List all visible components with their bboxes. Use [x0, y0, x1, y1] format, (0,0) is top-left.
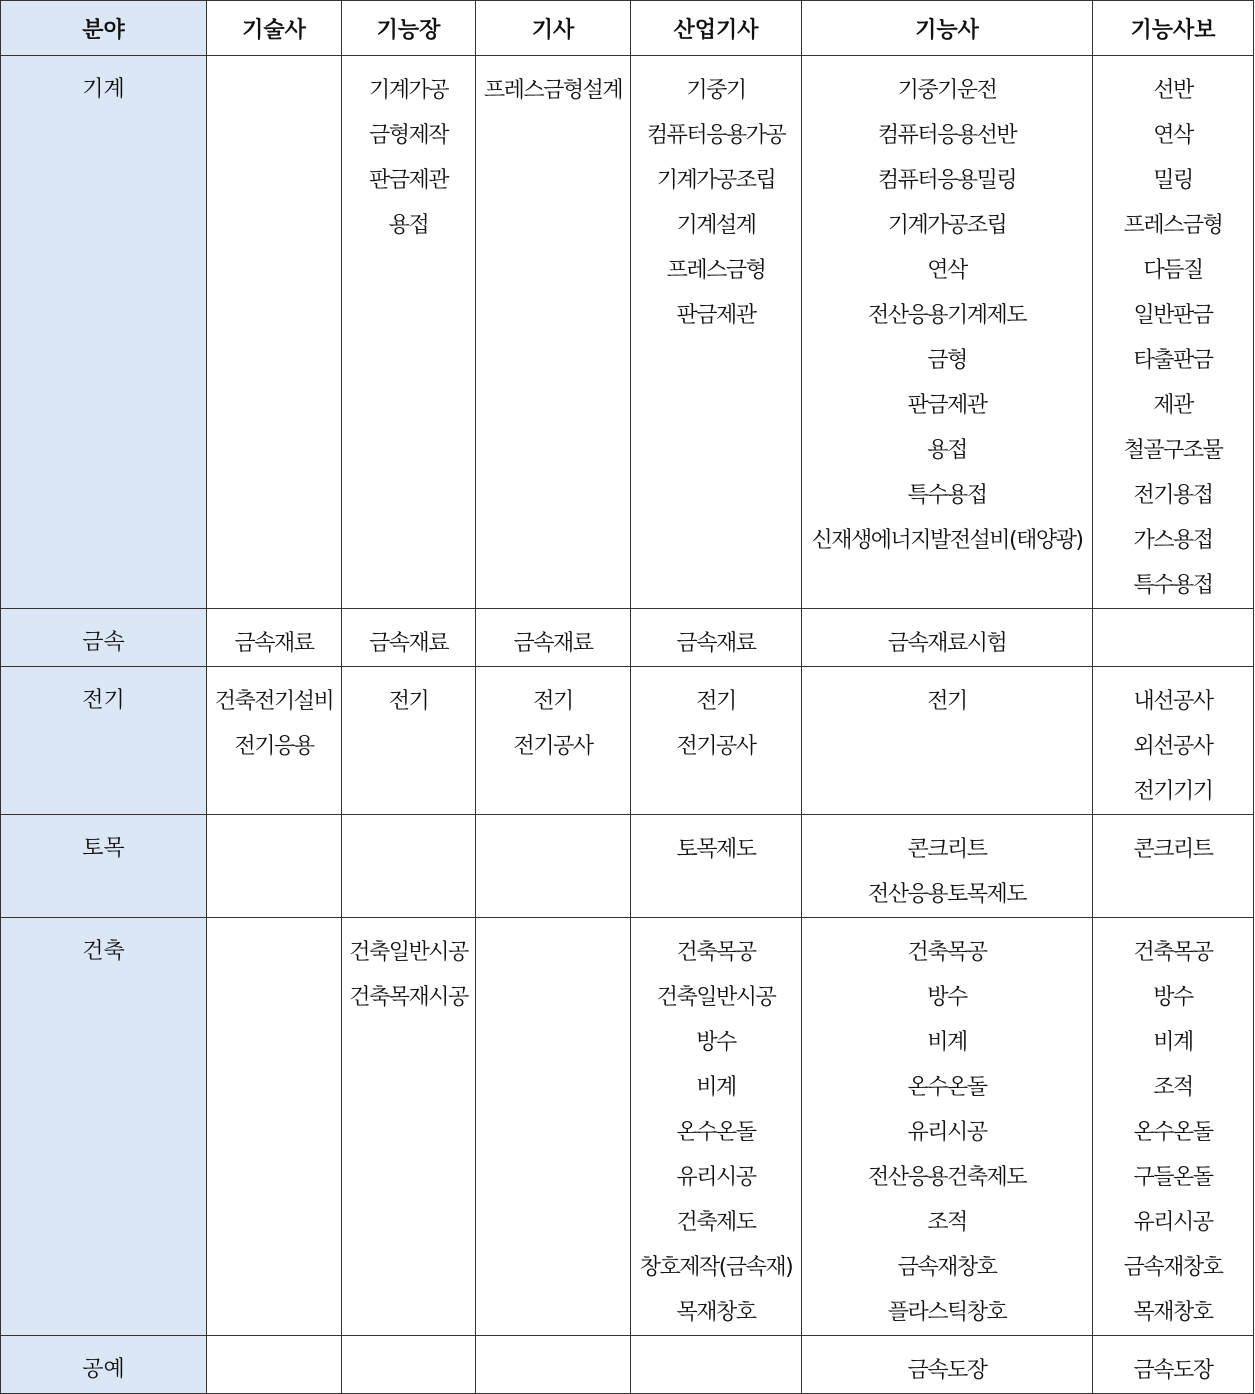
qualification-item: 특수용접 — [907, 483, 987, 508]
table-cell — [207, 815, 342, 918]
qualification-item: 온수온돌 — [1133, 1120, 1213, 1145]
qualification-item: 기계가공조립 — [656, 168, 776, 193]
qualification-item: 전기기기 — [1133, 779, 1213, 804]
field-cell: 건축 — [1, 918, 207, 1336]
qualification-item: 조적 — [927, 1210, 967, 1235]
table-cell — [631, 1336, 802, 1394]
qualification-item: 건축목재시공 — [349, 985, 468, 1010]
qualification-item: 전산응용토목제도 — [867, 882, 1027, 907]
qualification-item: 신재생에너지발전설비(태양광) — [811, 528, 1083, 553]
qualification-item: 방수 — [696, 1030, 736, 1055]
qualification-item: 기중기 — [686, 78, 746, 103]
qualification-item: 철골구조물 — [1123, 438, 1223, 463]
qualification-item: 용접 — [388, 213, 429, 238]
qualification-item: 전산응용기계제도 — [867, 303, 1027, 328]
qualification-item: 판금제관 — [907, 393, 987, 418]
qualification-item: 금속재료시험 — [887, 631, 1007, 656]
qualification-item: 목재창호 — [676, 1300, 756, 1325]
qualification-item: 건축일반시공 — [349, 940, 468, 965]
qualification-item: 목재창호 — [1133, 1300, 1213, 1325]
qualification-item: 기계설계 — [676, 213, 756, 238]
qualification-item: 방수 — [1153, 985, 1193, 1010]
table-cell — [342, 815, 476, 918]
qualification-item: 연삭 — [1153, 123, 1193, 148]
qualification-item: 전산응용건축제도 — [867, 1165, 1027, 1190]
qualification-item: 금속재료 — [676, 631, 756, 656]
table-cell — [342, 1336, 476, 1394]
table-cell — [631, 918, 802, 1336]
table-cell — [631, 667, 802, 815]
qualification-item: 프레스금형설계 — [483, 78, 623, 103]
table-cell — [342, 609, 476, 667]
header-row — [1, 1, 1254, 56]
table-cell — [342, 667, 476, 815]
qualification-item: 판금제관 — [368, 168, 448, 193]
table-cell — [1093, 609, 1254, 667]
table-cell — [802, 609, 1093, 667]
table-cell — [207, 56, 342, 609]
table-row — [1, 667, 1254, 815]
qualification-item: 내선공사 — [1133, 689, 1213, 714]
table-cell — [342, 918, 476, 1336]
header-field: 분야 — [1, 1, 207, 56]
qualification-item: 유리시공 — [676, 1165, 756, 1190]
qualification-item: 금속재료 — [234, 631, 314, 656]
qualification-item: 특수용접 — [1133, 573, 1213, 598]
qualification-item: 금속재료 — [513, 631, 593, 656]
qualification-item: 연삭 — [927, 258, 967, 283]
qualification-item: 유리시공 — [1133, 1210, 1213, 1235]
table-cell — [631, 56, 802, 609]
table-cell — [476, 815, 631, 918]
qualification-item: 비계 — [1153, 1030, 1193, 1055]
qualification-item: 금속도장 — [907, 1358, 987, 1383]
qualification-item: 전기응용 — [234, 734, 314, 759]
qualification-item: 금속도장 — [1133, 1358, 1213, 1383]
qualification-item: 금형 — [927, 348, 967, 373]
qualification-item: 온수온돌 — [907, 1075, 987, 1100]
table-cell — [476, 56, 631, 609]
qualification-item: 전기공사 — [676, 734, 756, 759]
qualification-item: 제관 — [1153, 393, 1193, 418]
table-cell — [802, 918, 1093, 1336]
qualification-item: 건축목공 — [907, 940, 987, 965]
header-engineer: 기사 — [476, 1, 631, 56]
qualification-item: 전기 — [927, 689, 967, 714]
qualification-item: 일반판금 — [1133, 303, 1213, 328]
qualification-item: 건축일반시공 — [656, 985, 776, 1010]
table-cell — [1093, 1336, 1254, 1394]
qualification-item: 창호제작(금속재) — [639, 1255, 793, 1280]
qualification-item: 금속재창호 — [897, 1255, 997, 1280]
qualification-item: 컴퓨터응용선반 — [877, 123, 1017, 148]
qualification-item: 건축목공 — [1133, 940, 1213, 965]
qualification-item: 전기 — [533, 689, 573, 714]
table-cell — [476, 918, 631, 1336]
table-cell — [207, 667, 342, 815]
header-professional-engineer: 기술사 — [207, 1, 342, 56]
table-cell — [476, 667, 631, 815]
field-cell: 금속 — [1, 609, 207, 667]
qualification-item: 금속재창호 — [1123, 1255, 1223, 1280]
qualification-item: 건축전기설비 — [214, 689, 334, 714]
qualification-item: 플라스틱창호 — [887, 1300, 1007, 1325]
qualification-item: 조적 — [1153, 1075, 1193, 1100]
table-cell — [802, 815, 1093, 918]
qualification-item: 컴퓨터응용밀링 — [877, 168, 1017, 193]
qualification-item: 컴퓨터응용가공 — [646, 123, 786, 148]
qualification-item: 전기 — [696, 689, 736, 714]
qualification-item: 방수 — [927, 985, 967, 1010]
table-row — [1, 609, 1254, 667]
qualification-item: 유리시공 — [907, 1120, 987, 1145]
table-cell — [207, 609, 342, 667]
qualification-item: 콘크리트 — [1133, 837, 1213, 862]
qualification-item: 금속재료 — [368, 631, 448, 656]
qualification-item: 타출판금 — [1133, 348, 1213, 373]
qualification-item: 프레스금형 — [1123, 213, 1223, 238]
qualification-item: 기중기운전 — [897, 78, 997, 103]
qualification-item: 건축목공 — [676, 940, 756, 965]
header-craftsman: 기능사 — [802, 1, 1093, 56]
qualification-item: 콘크리트 — [907, 837, 987, 862]
table-cell — [802, 667, 1093, 815]
table-cell — [802, 56, 1093, 609]
header-assistant-craftsman: 기능사보 — [1093, 1, 1254, 56]
qualification-item: 용접 — [927, 438, 967, 463]
table-cell — [631, 609, 802, 667]
qualification-item: 금형제작 — [368, 123, 448, 148]
table-cell — [1093, 667, 1254, 815]
table-cell — [1093, 918, 1254, 1336]
table-cell — [476, 1336, 631, 1394]
table-row — [1, 815, 1254, 918]
field-cell: 공예 — [1, 1336, 207, 1394]
qualification-item: 비계 — [927, 1030, 967, 1055]
field-cell: 기계 — [1, 56, 207, 609]
qualification-item: 선반 — [1153, 78, 1193, 103]
qualification-item: 판금제관 — [676, 303, 756, 328]
table-cell — [476, 609, 631, 667]
header-industrial-engineer: 산업기사 — [631, 1, 802, 56]
qualification-item: 구들온돌 — [1133, 1165, 1213, 1190]
field-cell: 토목 — [1, 815, 207, 918]
table-cell — [631, 815, 802, 918]
qualification-item: 건축제도 — [676, 1210, 756, 1235]
qualification-item: 가스용접 — [1133, 528, 1213, 553]
qualification-item: 기계가공 — [368, 78, 448, 103]
qualification-item: 비계 — [696, 1075, 736, 1100]
table-cell — [207, 918, 342, 1336]
table-row — [1, 56, 1254, 609]
header-master-craftsman: 기능장 — [342, 1, 476, 56]
qualification-item: 전기공사 — [513, 734, 593, 759]
table-row — [1, 1336, 1254, 1394]
table-cell — [342, 56, 476, 609]
qualification-item: 밀링 — [1153, 168, 1193, 193]
qualification-item: 프레스금형 — [666, 258, 766, 283]
qualification-item: 전기 — [388, 689, 429, 714]
table-cell — [802, 1336, 1093, 1394]
table-row — [1, 918, 1254, 1336]
table-cell — [1093, 56, 1254, 609]
table-cell — [207, 1336, 342, 1394]
qualification-item: 기계가공조립 — [887, 213, 1007, 238]
qualification-item: 전기용접 — [1133, 483, 1213, 508]
qualification-item: 온수온돌 — [676, 1120, 756, 1145]
qualification-item: 외선공사 — [1133, 734, 1213, 759]
qualification-item: 토목제도 — [676, 837, 756, 862]
table-cell — [1093, 815, 1254, 918]
qualification-item: 다듬질 — [1143, 258, 1203, 283]
field-cell: 전기 — [1, 667, 207, 815]
